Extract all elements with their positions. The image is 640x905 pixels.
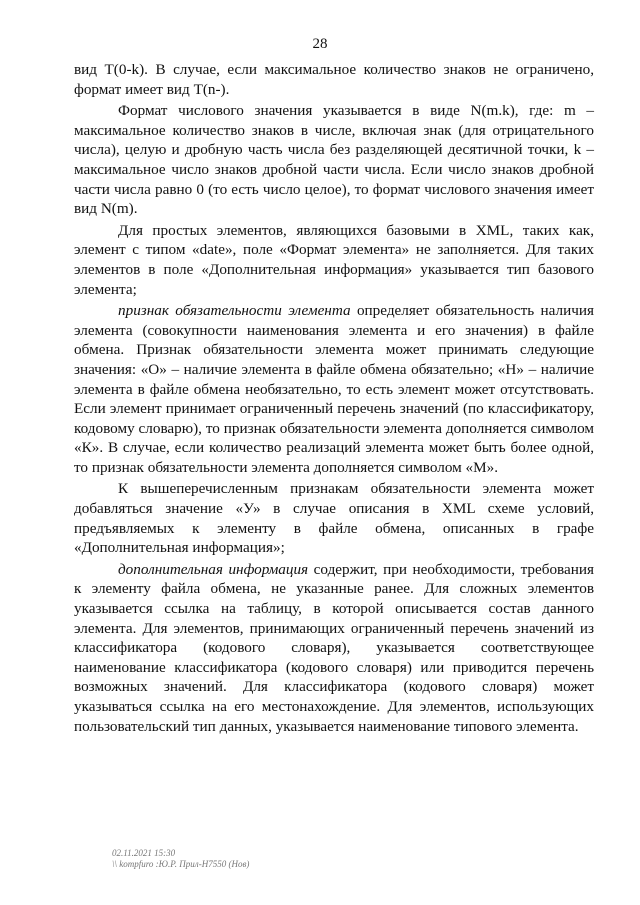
paragraph-4 bbox=[74, 301, 594, 477]
stamp-path: \\ kompfuro :Ю.Р. Прил-Н7550 (Нов) bbox=[112, 859, 250, 869]
paragraph-6-text: содержит, при необходимости, требования к элементу файла обмена, не указанные ранее. Для сложных элементов указывается ссылка на таблицу, в которой описывается состав данного элемента. Для элементов, принимающих ограниченный перечень значений из классификатора (кодового словаря), указывается соответствующее наименование классификатора (кодового словаря) или приводится перечень возможных значений. Для классификатора (кодового словаря) может указываться ссылка на его местонахождение. Для элементов, использующих пользовательский тип данных, указывается наименование типового элемента. bbox=[74, 560, 594, 735]
paragraph-6 bbox=[74, 560, 594, 736]
page-body bbox=[74, 60, 594, 736]
term-additional-info: дополнительная информация bbox=[118, 560, 309, 578]
stamp-date: 02.11.2021 15:30 bbox=[112, 848, 176, 858]
paragraph-2: Формат числового значения указывается в виде N(m.k), где: m – максимальное количество знаков в числе, включая знак (для отрицательного числа), целую и дробную часть числа без разделяющей десятичной точки, k – максимальное число знаков дробной части числа. Если число знаков дробной части числа равно 0 (то есть число целое), то формат числового значения имеет вид N(m). bbox=[74, 102, 594, 218]
page-number: 28 bbox=[312, 36, 328, 52]
print-stamp bbox=[112, 848, 249, 870]
paragraph-5: К вышеперечисленным признакам обязательности элемента может добавляться значение «У» в случае описания в XML схеме условий, предъявляемых к элементу в файле обмена, описанных в графе «Дополнительная информация»; bbox=[74, 480, 594, 557]
paragraph-3: Для простых элементов, являющихся базовыми в XML, таких как, элемент с типом «date», поле «Формат элемента» не заполняется. Для таких элементов в поле «Дополнительная информация» указывается тип базового элемента; bbox=[74, 221, 594, 298]
paragraph-4-text: определяет обязательность наличия элемента (совокупности наименования элемента и его значения) в файле обмена. Признак обязательности элемента может принимать следующие значения: «О» – наличие элемента в файле обмена обязательно; «Н» – наличие элемента в файле обмена необязательно, то есть элемент может отсутствовать. Если элемент принимает ограниченный перечень значений (по классификатору, кодовому словарю), то признак обязательности элемента дополняется символом «К». В случае, если количество реализаций элемента может быть более одной, то признак обязательности элемента дополняется символом «М». bbox=[74, 302, 594, 476]
paragraph-1: вид T(0-k). В случае, если максимальное количество знаков не ограничено, формат имеет вид T(n-). bbox=[74, 61, 594, 98]
term-mandatory-flag: признак обязательности элемента bbox=[118, 302, 351, 320]
